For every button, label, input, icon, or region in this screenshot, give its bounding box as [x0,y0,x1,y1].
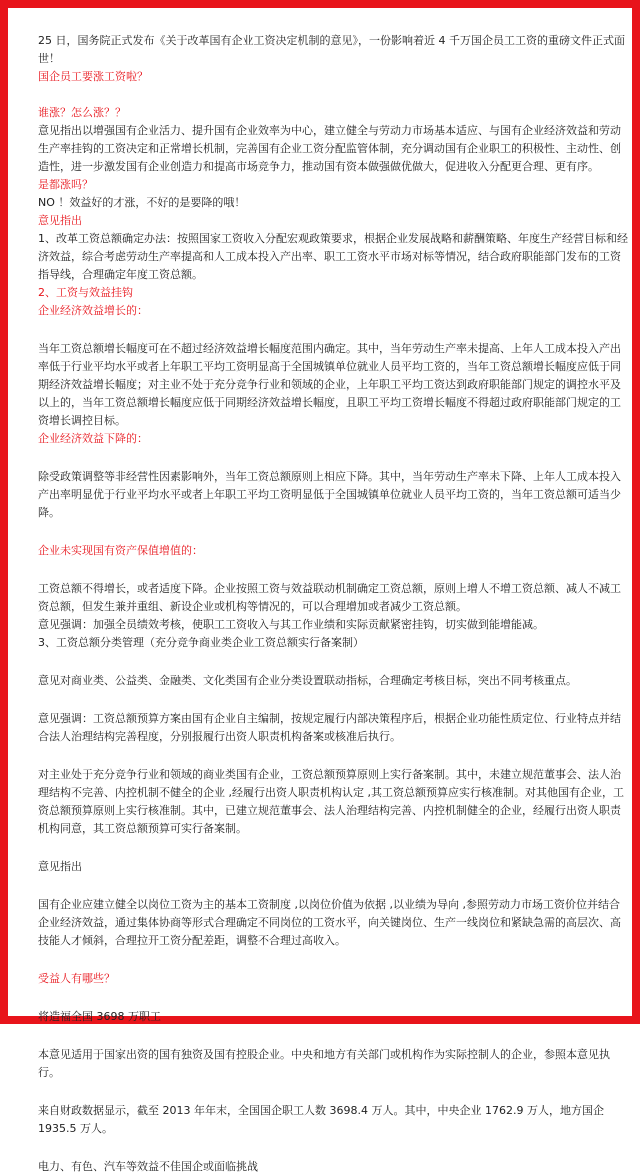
paragraph-method: 1、改革工资总额确定办法：按照国家工资收入分配宏观政策要求，根据企业发展战略和薪酬策略、年度生产经营目标和经济效益，综合考虑劳动生产率提高和人工成本投入产出率、职工工资水平市场对标等情况，结合政府职能部门发布的工资指导线，合理确定年度工资总额。 [38,232,628,281]
heading-who-how: 谁涨？怎么涨？？ [38,106,126,119]
paragraph-decline-rule: 除受政策调整等非经营性因素影响外，当年工资总额原则上相应下降。其中，当年劳动生产率未下降、上年人工成本投入产出率明显优于行业平均水平或者上年职工平均工资明显低于全国城镇单位就业人员平均工资的，当年工资总额可适当少降。 [38,470,621,519]
heading-no-preservation: 企业未实现国有资产保值增值的： [38,544,203,557]
article-body [38,32,630,1176]
paragraph-budget: 意见强调：工资总额预算方案由国有企业自主编制，按规定履行内部决策程序后，根据企业功能性质定位、行业特点并结合法人治理结构完善程度，分别报履行出资人职责机构备案或核准后执行。 [38,712,621,743]
heading-raise-question: 国企员工要涨工资啦？ [38,70,148,83]
paragraph-industries: 电力、有色、汽车等效益不佳国企或面临挑战 [38,1160,258,1173]
spacer [38,522,630,542]
spacer [38,86,630,104]
heading-opinion-points: 意见指出 [38,214,82,227]
paragraph-statistics: 来自财政数据显示，截至 2013 年年末，全国国企职工人数 3698.4 万人。其中，中央企业 1762.9 万人，地方国企 1935.5 万人。 [38,1104,604,1135]
spacer [38,1082,630,1102]
paragraph-opinion-label: 意见指出 [38,860,82,873]
heading-beneficiaries: 受益人有哪些？ [38,972,115,985]
paragraph-post-wage: 国有企业应建立健全以岗位工资为主的基本工资制度 ,以岗位价值为依据 ,以业绩为导向 ,参照劳动力市场工资价位并结合企业经济效益，通过集体协商等形式合理确定不同岗位的工资水平，向关键岗位、生产一线岗位和紧缺急需的高层次、高技能人才倾斜，合理拉开工资分配差距，调整不合理过高收入。 [38,898,621,947]
paragraph-filing: 对主业处于充分竞争行业和领域的商业类国有企业，工资总额预算原则上实行备案制。其中，未建立规范董事会、法人治理结构不完善、内控机制不健全的企业 ,经履行出资人职责机构认定 ,其工资总额预算应实行核准制。对其他国有企业，工资总额预算原则上实行核准制。其中，已建立规范董事会、法人治理结构完善、内控机制健全的企业，经履行出资人职责机构同意，其工资总额预算可实行备案制。 [38,768,624,835]
spacer [38,560,630,580]
spacer [38,448,630,468]
spacer [38,652,630,672]
spacer [38,690,630,710]
paragraph-performance: 意见强调：加强全员绩效考核，使职工工资收入与其工作业绩和实际贡献紧密挂钩，切实做到能增能减。 [38,618,544,631]
paragraph-intro: 25 日，国务院正式发布《关于改革国有企业工资决定机制的意见》，一份影响着近 4 千万国企员工工资的重磅文件正式面世！ [38,34,625,65]
spacer [38,950,630,970]
paragraph-no-growth: 工资总额不得增长，或者适度下降。企业按照工资与效益联动机制确定工资总额，原则上增人不增工资总额、减人不减工资总额，但发生兼并重组、新设企业或机构等情况的，可以合理增加或者减少工资总额。 [38,582,621,613]
spacer [38,988,630,1008]
paragraph-growth-rule: 当年工资总额增长幅度可在不超过经济效益增长幅度范围内确定。其中，当年劳动生产率未提高、上年人工成本投入产出率低于行业平均水平或者上年职工平均工资明显高于全国城镇单位就业人员平均工资的，当年工资总额增长幅度应低于同期经济效益增长幅度；对主业不处于充分竞争行业和领域的企业，上年职工平均工资达到政府职能部门规定的调控水平及以上的，当年工资总额增长幅度应低于同期经济效益增长幅度，且职工平均工资增长幅度不得超过政府职能部门规定的工资增长调控目标。 [38,342,621,427]
paragraph-goals: 意见指出以增强国有企业活力、提升国有企业效率为中心，建立健全与劳动力市场基本适应、与国有企业经济效益和劳动生产率挂钩的工资决定和正常增长机制，完善国有企业工资分配监管体制，充分调动国有企业职工的积极性、主动性、创造性，进一步激发国有企业创造力和提高市场竞争力，推动国有资本做强做优做大，促进收入分配更合理、更有序。 [38,124,621,173]
paragraph-answer: NO ！效益好的才涨，不好的是要降的哦！ [38,196,246,209]
spacer [38,746,630,766]
paragraph-employees: 将造福全国 3698 万职工 [38,1010,161,1023]
spacer [38,1026,630,1046]
spacer [38,838,630,858]
paragraph-classification: 3、工资总额分类管理（充分竞争商业类企业工资总额实行备案制） [38,636,364,649]
heading-all-raise: 是都涨吗？ [38,178,93,191]
paragraph-scope: 本意见适用于国家出资的国有独资及国有控股企业。中央和地方有关部门或机构作为实际控制人的企业，参照本意见执行。 [38,1048,610,1079]
spacer [38,320,630,340]
spacer [38,876,630,896]
heading-wage-benefit-link: 2、工资与效益挂钩 [38,286,133,299]
paragraph-indicators: 意见对商业类、公益类、金融类、文化类国有企业分类设置联动指标，合理确定考核目标，突出不同考核重点。 [38,674,577,687]
heading-benefit-decline: 企业经济效益下降的： [38,432,148,445]
spacer [38,1138,630,1158]
heading-benefit-growth: 企业经济效益增长的： [38,304,148,317]
